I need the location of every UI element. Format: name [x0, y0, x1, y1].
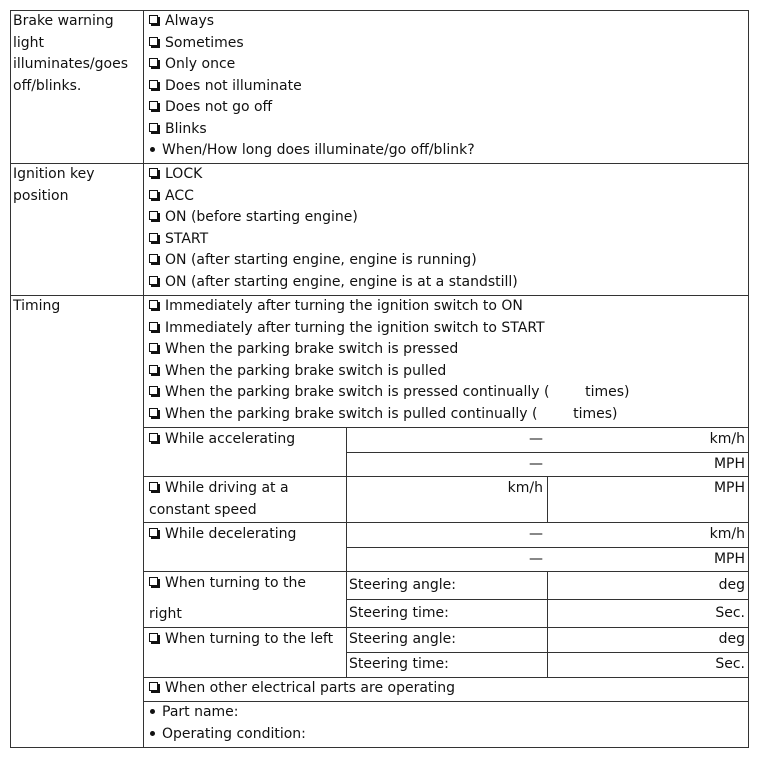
option-constant-speed [149, 478, 346, 500]
checkbox-icon [149, 322, 158, 331]
option-label: While accelerating [165, 431, 296, 447]
option-label: When the parking brake switch is pressed continually ( times) [165, 384, 630, 400]
field-label: Steering time: [349, 604, 449, 621]
bullet-icon [150, 147, 155, 152]
speed-unit: km/h [507, 480, 543, 496]
option-other-electrical [149, 678, 748, 700]
decelerating-mph-cell [346, 547, 749, 572]
checkbox-icon [149, 190, 158, 199]
option-label: ACC [165, 187, 194, 204]
accelerating-mph-cell [346, 452, 749, 477]
details-cell [143, 701, 749, 748]
constant-speed-label-cell [143, 476, 347, 523]
option-on-engine-running [149, 250, 748, 272]
option-brake-switch-pressed [149, 339, 748, 361]
checkbox-icon [149, 168, 158, 177]
checkbox-icon [149, 15, 158, 24]
turning-left-steering-angle-cell [346, 627, 548, 653]
timing-label: Timing [13, 298, 61, 314]
bullet-icon [150, 731, 155, 736]
accelerating-label-cell [143, 427, 347, 477]
option-label: LOCK [165, 166, 203, 182]
checkbox-icon [149, 254, 158, 263]
detail-label: Operating condition: [162, 725, 306, 742]
field-unit: Sec. [715, 656, 745, 673]
option-label: When turning to the left [165, 631, 334, 647]
option-label: When the parking brake switch is pulled [165, 362, 447, 379]
option-label: ON (before starting engine) [165, 209, 358, 225]
checkbox-icon [149, 58, 158, 67]
field-label: Steering angle: [349, 576, 457, 593]
field-unit: deg [718, 576, 745, 593]
option-turning-right [149, 573, 346, 595]
option-label: When the parking brake switch is pulled continually ( times) [165, 405, 618, 422]
ignition-key-label-cell [10, 163, 144, 296]
ignition-key-options-cell [143, 163, 749, 296]
option-does-not-go-off [149, 97, 748, 119]
speed-unit: MPH [713, 550, 745, 567]
checkbox-icon [149, 408, 158, 417]
option-label: ON (after starting engine, engine is at a standstill) [165, 273, 518, 290]
part-name-line [149, 702, 748, 724]
turning-right-angle-unit-cell [547, 571, 749, 600]
other-electrical-cell [143, 677, 749, 702]
timing-options-cell [143, 295, 749, 428]
option-decelerating [149, 524, 346, 546]
turning-left-label-cell [143, 627, 347, 678]
field-label: Steering angle: [349, 631, 457, 648]
option-only-once [149, 54, 748, 76]
decelerating-kmh-cell [346, 522, 749, 548]
field-unit: deg [718, 631, 745, 648]
speed-blank: — [529, 550, 543, 567]
operating-condition-line [149, 724, 748, 746]
checkbox-icon [149, 233, 158, 242]
checkbox-icon [149, 123, 158, 132]
option-label: START [165, 230, 209, 247]
turning-right-label-cell [143, 571, 347, 628]
checkbox-icon [149, 528, 158, 537]
checkbox-icon [149, 386, 158, 395]
turning-right-steering-angle-cell [346, 571, 548, 600]
option-accelerating [149, 429, 346, 451]
option-always [149, 11, 748, 33]
option-label: While decelerating [165, 526, 297, 542]
option-blinks [149, 119, 748, 141]
timing-label-cell [10, 295, 144, 748]
option-label: Does not illuminate [165, 77, 302, 94]
option-label: While driving at a [165, 480, 289, 496]
option-acc [149, 186, 748, 208]
option-ignition-start [149, 318, 748, 340]
speed-unit: MPH [713, 455, 745, 472]
brake-warning-label-cell [10, 10, 144, 164]
checkbox-icon [149, 482, 158, 491]
checkbox-icon [149, 300, 158, 309]
checkbox-icon [149, 682, 158, 691]
option-label: Always [165, 13, 215, 29]
brake-warning-label-line: light [13, 34, 45, 51]
checkbox-icon [149, 365, 158, 374]
bullet-note [149, 140, 748, 162]
option-label: ON (after starting engine, engine is running) [165, 252, 477, 268]
option-label: Blinks [165, 120, 207, 137]
bullet-icon [150, 709, 155, 714]
turning-left-time-unit-cell [547, 652, 749, 678]
constant-speed-mph-cell [547, 476, 749, 523]
ignition-key-label-line: Ignition key [13, 166, 95, 182]
brake-warning-label-line: illuminates/goes [13, 56, 128, 72]
option-brake-switch-pulled-continually [149, 404, 748, 426]
brake-warning-options-cell [143, 10, 749, 164]
checkbox-icon [149, 433, 158, 442]
speed-blank: — [529, 526, 543, 543]
option-label-continued: constant speed [149, 501, 257, 518]
option-label-continued: right [149, 605, 182, 622]
option-on-engine-standstill [149, 272, 748, 294]
option-brake-switch-pulled [149, 361, 748, 383]
field-label: Steering time: [349, 656, 449, 673]
option-ignition-on [149, 296, 748, 318]
speed-blank: — [529, 455, 543, 472]
decelerating-label-cell [143, 522, 347, 572]
checkbox-icon [149, 633, 158, 642]
brake-warning-label-line: off/blinks. [13, 77, 82, 94]
checkbox-icon [149, 211, 158, 220]
option-start [149, 229, 748, 251]
ignition-key-label-line: position [13, 187, 69, 204]
option-label: Only once [165, 56, 236, 72]
speed-unit: km/h [709, 526, 745, 543]
speed-unit: km/h [709, 431, 745, 448]
option-label: Immediately after turning the ignition switch to START [165, 319, 545, 336]
checkbox-icon [149, 577, 158, 586]
brake-warning-label-line: Brake warning [13, 13, 114, 29]
checkbox-icon [149, 276, 158, 285]
detail-label: Part name: [162, 704, 239, 720]
checkbox-icon [149, 80, 158, 89]
turning-right-steering-time-cell [346, 599, 548, 628]
checkbox-icon [149, 37, 158, 46]
option-label: Sometimes [165, 34, 244, 51]
constant-speed-kmh-cell [346, 476, 548, 523]
checkbox-icon [149, 101, 158, 110]
field-unit: Sec. [715, 604, 745, 621]
turning-left-angle-unit-cell [547, 627, 749, 653]
turning-left-steering-time-cell [346, 652, 548, 678]
option-turning-left [149, 629, 346, 651]
checkbox-icon [149, 343, 158, 352]
option-label: When turning to the [165, 575, 306, 591]
option-on-before-start [149, 207, 748, 229]
option-label: Does not go off [165, 99, 273, 115]
speed-unit: MPH [713, 480, 745, 496]
turning-right-time-unit-cell [547, 599, 749, 628]
speed-blank: — [529, 431, 543, 448]
note-text: When/How long does illuminate/go off/blink? [162, 142, 475, 158]
accelerating-kmh-cell [346, 427, 749, 453]
option-brake-switch-pressed-continually [149, 382, 748, 404]
option-label: When the parking brake switch is pressed [165, 341, 459, 357]
option-label: When other electrical parts are operating [165, 680, 456, 696]
option-label: Immediately after turning the ignition switch to ON [165, 298, 523, 314]
option-sometimes [149, 33, 748, 55]
option-does-not-illuminate [149, 76, 748, 98]
option-lock [149, 164, 748, 186]
